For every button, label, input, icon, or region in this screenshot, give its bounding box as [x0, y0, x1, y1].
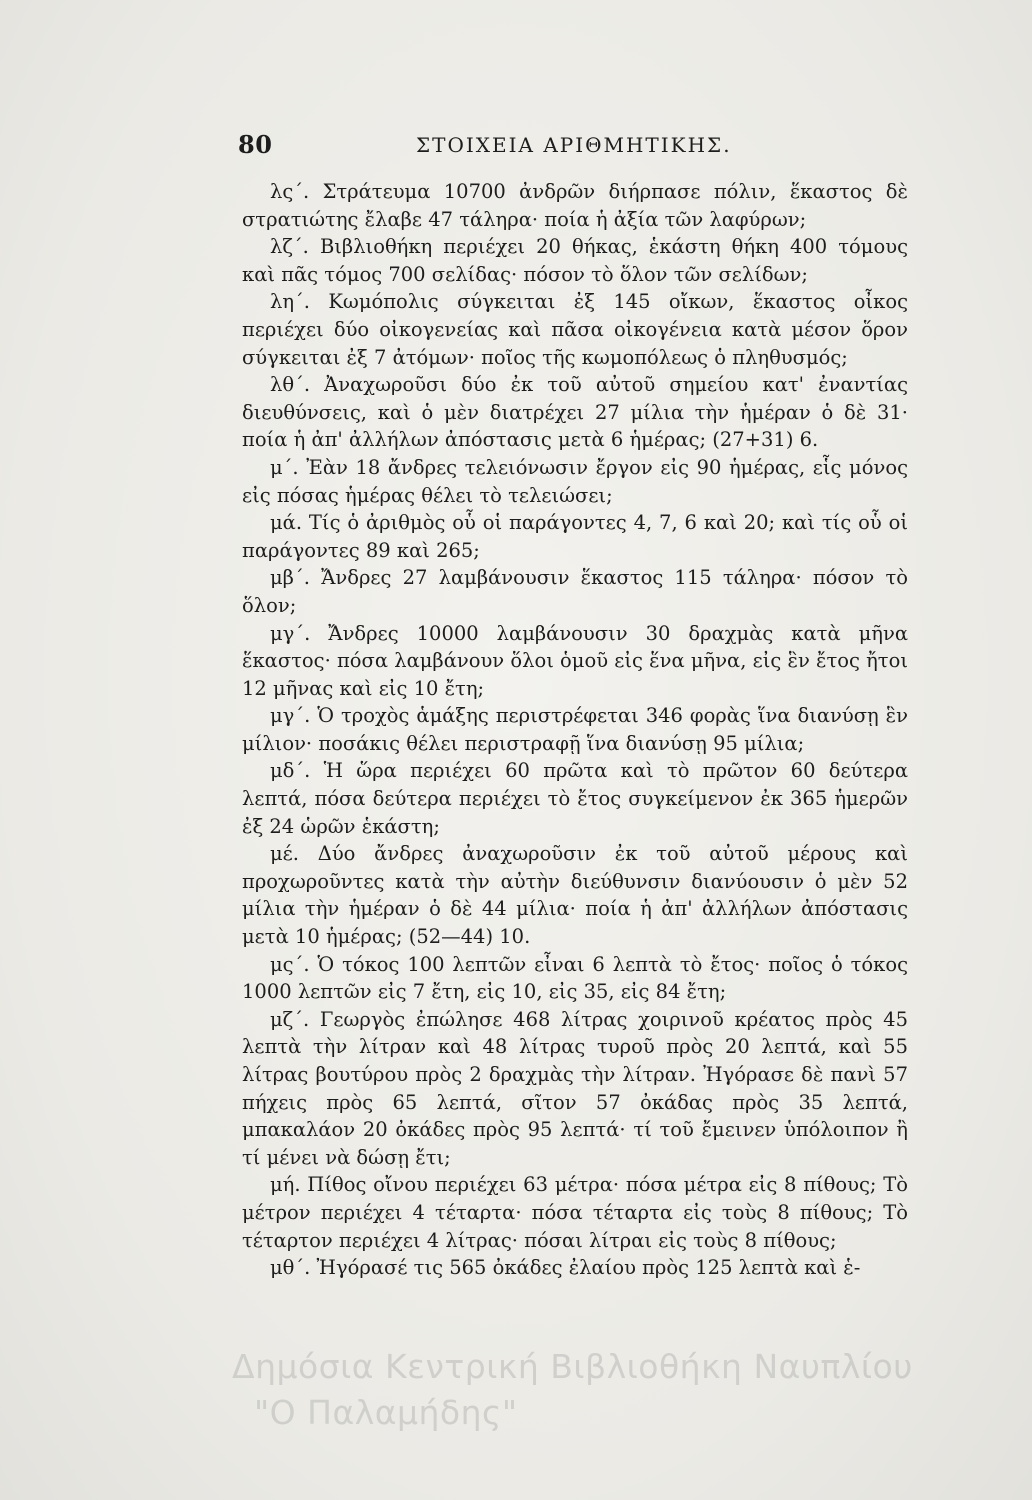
- problem-paragraph: μθ΄. Ἠγόρασέ τις 565 ὀκάδες ἐλαίου πρὸς 125 λεπτὰ καὶ ἑ-: [270, 1256, 861, 1280]
- problem-paragraph: λς΄. Στράτευμα 10700 ἀνδρῶν διήρπασε πόλιν, ἕκαστος δὲ στρατιώτης ἔλαβε 47 τάληρα· ποία ἡ ἀξία τῶν λαφύρων;: [242, 180, 908, 231]
- page-header: [238, 130, 918, 160]
- problem-paragraph: λζ΄. Βιβλιοθήκη περιέχει 20 θήκας, ἑκάστη θήκη 400 τόμους καὶ πᾶς τόμος 700 σελίδας· πόσον τὸ ὅλον τῶν σελίδων;: [242, 235, 908, 286]
- problem-paragraph: μς΄. Ὁ τόκος 100 λεπτῶν εἶναι 6 λεπτὰ τὸ ἔτος· ποῖος ὁ τόκος 1000 λεπτῶν εἰς 7 ἔτη, εἰς 10, εἰς 35, εἰς 84 ἔτη;: [242, 952, 908, 1004]
- problem-paragraph: μδ΄. Ἡ ὥρα περιέχει 60 πρῶτα καὶ τὸ πρῶτον 60 δεύτερα λεπτά, πόσα δεύτερα περιέχει τὸ ἔτος συγκείμενον ἐκ 365 ἡμερῶν ἐξ 24 ὡρῶν ἑκάστη;: [242, 759, 908, 838]
- problem-paragraph: μή. Πίθος οἴνου περιέχει 63 μέτρα· πόσα μέτρα εἰς 8 πίθους; Τὸ μέτρον περιέχει 4 τέταρτα· πόσα τέταρτα εἰς τοὺς 8 πίθους; Τὸ τέταρτον περιέχει 4 λίτρας· πόσαι λίτραι εἰς τοὺς 8 πίθους;: [242, 1173, 908, 1252]
- problem-paragraph: μβ΄. Ἄνδρες 27 λαμβάνουσιν ἕκαστος 115 τάληρα· πόσον τὸ ὅλον;: [242, 566, 908, 617]
- problem-paragraph: μά. Τίς ὁ ἀριθμὸς οὗ οἱ παράγοντες 4, 7, 6 καὶ 20; καὶ τίς οὗ οἱ παράγοντες 89 καὶ 265;: [242, 511, 908, 562]
- page-number: 80: [238, 130, 273, 159]
- problem-paragraph: μέ. Δύο ἄνδρες ἀναχωροῦσιν ἐκ τοῦ αὐτοῦ μέρους καὶ προχωροῦντες κατὰ τὴν αὐτὴν διεύθυνσιν διανύουσιν ὁ μὲν 52 μίλια τὴν ἡμέραν ὁ δὲ 44 μίλια· ποία ἡ ἀπ' ἀλλήλων ἀπόστασις μετὰ 10 ἡμέρας; (52—44) 10.: [242, 842, 908, 949]
- library-watermark: [232, 1344, 1012, 1436]
- problem-paragraph: μγ΄. Ἄνδρες 10000 λαμβάνουσιν 30 δραχμὰς κατὰ μῆνα ἕκαστος· πόσα λαμβάνουν ὅλοι ὁμοῦ εἰς ἕνα μῆνα, εἰς ἓν ἔτος ἤτοι 12 μῆνας καὶ εἰς 10 ἔτη;: [242, 621, 908, 700]
- page-body: [242, 178, 908, 1282]
- problem-paragraph: λθ΄. Ἀναχωροῦσι δύο ἐκ τοῦ αὐτοῦ σημείου κατ' ἐναντίας διευθύνσεις, καὶ ὁ μὲν διατρέχει 27 μίλια τὴν ἡμέραν ὁ δὲ 31· ποία ἡ ἀπ' ἀλλήλων ἀπόστασις μετὰ 6 ἡμέρας; (27+31) 6.: [242, 373, 908, 452]
- running-title: ΣΤΟΙΧΕΙΑ ΑΡΙΘΜΗΤΙΚΗΣ.: [416, 133, 732, 157]
- watermark-line: Δημόσια Κεντρική Βιβλιοθήκη Ναυπλίου: [232, 1347, 913, 1386]
- watermark-line: "Ο Παλαμήδης": [254, 1393, 518, 1432]
- problem-paragraph: μ΄. Ἐὰν 18 ἄνδρες τελειόνωσιν ἔργον εἰς 90 ἡμέρας, εἷς μόνος εἰς πόσας ἡμέρας θέλει τὸ τελειώσει;: [242, 455, 908, 507]
- problem-paragraph: λη΄. Κωμόπολις σύγκειται ἐξ 145 οἴκων, ἕκαστος οἶκος περιέχει δύο οἰκογενείας καὶ πᾶσα οἰκογένεια κατὰ μέσον ὅρον σύγκειται ἐξ 7 ἀτόμων· ποῖος τῆς κωμοπόλεως ὁ πληθυσμός;: [242, 290, 908, 369]
- problem-paragraph: μζ΄. Γεωργὸς ἐπώλησε 468 λίτρας χοιρινοῦ κρέατος πρὸς 45 λεπτὰ τὴν λίτραν καὶ 48 λίτρας τυροῦ πρὸς 20 λεπτά, καὶ 55 λίτρας βουτύρου πρὸς 2 δραχμὰς τὴν λίτραν. Ἠγόρασε δὲ πανὶ 57 πήχεις πρὸς 65 λεπτά, σῖτον 57 ὀκάδας πρὸς 35 λεπτά, μπακαλάον 20 ὀκάδες πρὸς 95 λεπτά· τί τοῦ ἔμεινεν ὑπόλοιπον ἢ τί μένει νὰ δώσῃ ἔτι;: [242, 1007, 908, 1169]
- problem-paragraph: μγ΄. Ὁ τροχὸς ἁμάξης περιστρέφεται 346 φορὰς ἵνα διανύσῃ ἓν μίλιον· ποσάκις θέλει περιστραφῇ ἵνα διανύσῃ 95 μίλια;: [242, 704, 908, 755]
